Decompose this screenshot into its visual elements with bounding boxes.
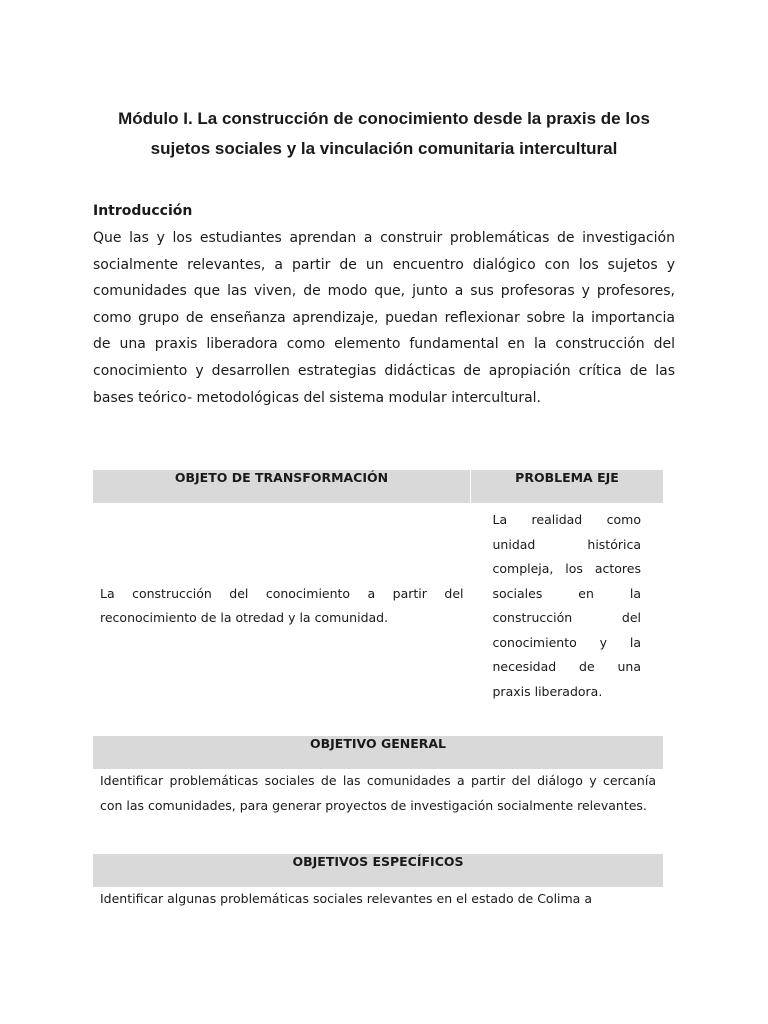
transformation-header-row <box>93 470 663 503</box>
general-objective-cell: Identificar problemáticas sociales de las comunidades a partir del diálogo y cercanía con las comunidades, para generar proyectos de investigación socialmente relevantes. <box>100 773 656 813</box>
specific-objectives-header-row <box>93 854 663 887</box>
general-objective-body-row <box>93 769 663 818</box>
transformation-table <box>93 470 663 709</box>
object-header: OBJETO DE TRANSFORMACIÓN <box>93 470 471 503</box>
document-title: Módulo I. La construcción de conocimiento desde la praxis de los sujetos sociales y la vinculación comunitaria intercultural <box>118 109 650 158</box>
specific-objectives-table <box>93 854 663 911</box>
problem-cell: La realidad como unidad histórica compleja, los actores sociales en la construcción del conocimiento y la necesidad de una praxis liberadora. <box>492 512 641 699</box>
transformation-body-row <box>93 503 663 709</box>
general-objective-header-row <box>93 736 663 769</box>
general-objective-table <box>93 736 663 818</box>
specific-objectives-body-row <box>93 887 663 911</box>
specific-objectives-cell: Identificar algunas problemáticas sociales relevantes en el estado de Colima a <box>100 891 592 906</box>
object-cell: La construcción del conocimiento a partir del reconocimiento de la otredad y la comunidad. <box>100 585 464 625</box>
intro-paragraph: Que las y los estudiantes aprendan a construir problemáticas de investigación socialmente relevantes, a partir de un encuentro dialógico con los sujetos y comunidades que las viven, de modo que, junto a sus profesoras y profesores, como grupo de enseñanza aprendizaje, puedan reflexionar sobre la importancia de una praxis liberadora como elemento fundamental en la construcción del conocimiento y desarrollen estrategias didácticas de apropiación crítica de las bases teórico- metodológicas del sistema modular intercultural. <box>93 230 675 406</box>
intro-heading: Introducción <box>93 203 193 219</box>
specific-objectives-header: OBJETIVOS ESPECÍFICOS <box>93 854 663 887</box>
general-objective-header: OBJETIVO GENERAL <box>93 736 663 769</box>
problem-header: PROBLEMA EJE <box>471 470 664 503</box>
